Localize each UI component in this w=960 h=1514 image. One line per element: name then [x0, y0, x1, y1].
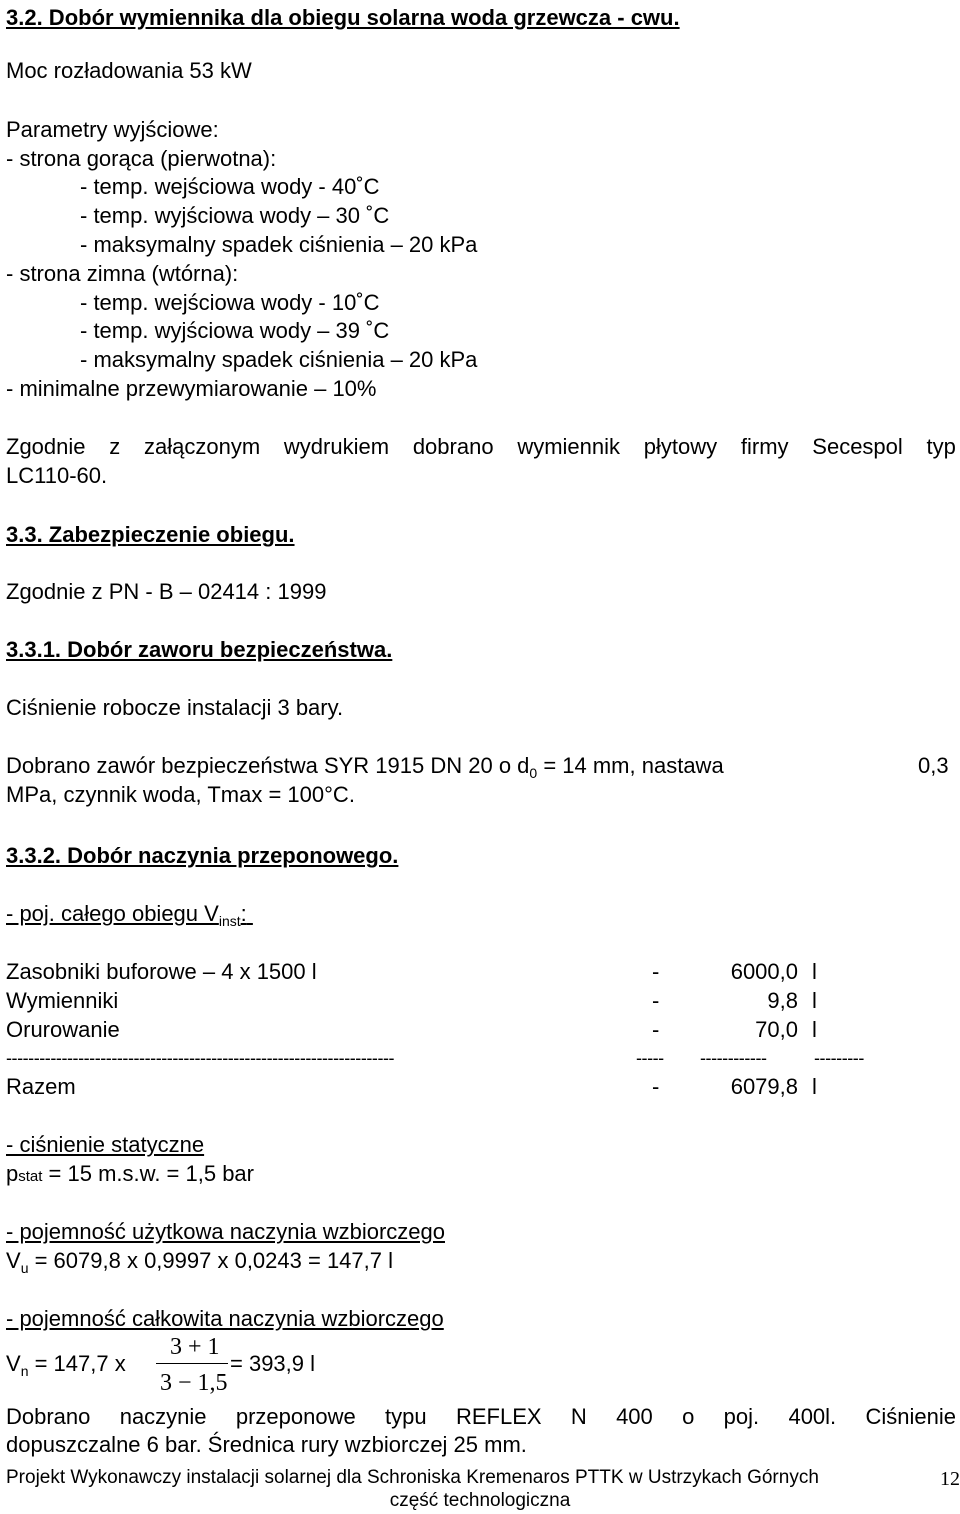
cold-side-item: - maksymalny spadek ciśnienia – 20 kPa: [80, 347, 478, 372]
table-row-value: 6000,0: [730, 959, 798, 984]
vu-subscript: u: [20, 1260, 29, 1276]
table-row-value: 70,0: [755, 1017, 798, 1042]
exchanger-paragraph-line1: [6, 434, 956, 460]
separator-line: ---------: [814, 1048, 864, 1068]
fraction-numerator: 3 + 1: [170, 1334, 220, 1360]
word: płytowy: [643, 434, 718, 459]
section-heading-3-2: 3.2. Dobór wymiennika dla obiegu solarna woda grzewcza - cwu.: [6, 5, 680, 30]
vn-subscript: n: [20, 1363, 29, 1379]
table-row-dash: -: [652, 1017, 660, 1042]
vn-symbol: V: [6, 1351, 21, 1376]
word: 400: [616, 1404, 653, 1429]
table-row-name: Zasobniki buforowe – 4 x 1500 l: [6, 959, 317, 984]
cold-side-label: - strona zimna (wtórna):: [6, 261, 239, 286]
cold-side-item: - temp. wyjściowa wody – 39 ˚C: [80, 318, 390, 343]
total-unit: l: [812, 1074, 817, 1099]
hot-side-item: - temp. wyjściowa wody – 30 ˚C: [80, 203, 390, 228]
exchanger-paragraph-line2: LC110-60.: [6, 463, 108, 488]
vn-formula-left: [6, 1351, 126, 1377]
hot-side-item: - temp. wejściowa wody - 40˚C: [80, 174, 380, 199]
vn-multiplier: = 147,7 x: [28, 1351, 126, 1376]
hot-side-item: - maksymalny spadek ciśnienia – 20 kPa: [80, 232, 478, 257]
vn-result: = 393,9 l: [230, 1351, 316, 1376]
volume-subscript: inst: [218, 913, 241, 929]
separator-line: -----: [636, 1048, 664, 1068]
word: typu: [385, 1404, 427, 1429]
valve-line2: MPa, czynnik woda, Tmax = 100°C.: [6, 782, 355, 807]
valve-setting-value: 0,3: [918, 753, 949, 778]
word: firmy: [740, 434, 789, 459]
table-row-name: Wymienniki: [6, 988, 119, 1013]
chosen-vessel-line1: [6, 1404, 956, 1430]
valve-text-mid: = 14 mm, nastawa: [537, 753, 724, 778]
table-row-value: 9,8: [767, 988, 798, 1013]
footer-subtitle: część technologiczna: [389, 1490, 571, 1511]
section-heading-3-3-2: 3.3.2. Dobór naczynia przeponowego.: [6, 843, 399, 868]
norm-reference: Zgodnie z PN - B – 02414 : 1999: [6, 579, 327, 604]
fraction-denominator: 3 − 1,5: [160, 1370, 228, 1396]
word: naczynie: [119, 1404, 207, 1429]
total-volume-label: - pojemność całkowita naczynia wzbiorczego: [6, 1306, 444, 1331]
total-value: 6079,8: [730, 1074, 798, 1099]
word: Zgodnie: [6, 434, 86, 459]
word: z: [109, 434, 121, 459]
word: przeponowe: [235, 1404, 356, 1429]
word: typ: [926, 434, 956, 459]
useful-volume-formula: [6, 1248, 393, 1274]
section-heading-3-3-1: 3.3.1. Dobór zaworu bezpieczeństwa.: [6, 637, 393, 662]
min-oversize: - minimalne przewymiarowanie – 10%: [6, 376, 377, 401]
vu-value: = 6079,8 x 0,9997 x 0,0243 = 147,7 l: [28, 1248, 393, 1273]
separator-line: ----------------------------------------------------------------------: [6, 1048, 395, 1068]
table-row-dash: -: [652, 959, 660, 984]
separator-line: ------------: [700, 1048, 767, 1068]
word: dobrano: [412, 434, 494, 459]
fraction-bar: [156, 1363, 228, 1364]
cold-side-item: - temp. wejściowa wody - 10˚C: [80, 290, 380, 315]
chosen-vessel-line2: dopuszczalne 6 bar. Średnica rury wzbiorczej 25 mm.: [6, 1432, 527, 1457]
section-heading-3-3: 3.3. Zabezpieczenie obiegu.: [6, 522, 295, 547]
hot-side-label: - strona gorąca (pierwotna):: [6, 146, 277, 171]
word: wymiennik: [517, 434, 621, 459]
footer-project-title: Projekt Wykonawczy instalacji solarnej dla Schroniska Kremenaros PTTK w Ustrzykach Górnych: [6, 1467, 819, 1488]
page-number: 12: [940, 1468, 960, 1490]
word: wydrukiem: [283, 434, 390, 459]
word: N: [570, 1404, 587, 1429]
word: Dobrano: [6, 1404, 91, 1429]
volume-colon: :: [240, 901, 247, 926]
valve-text: Dobrano zawór bezpieczeństwa SYR 1915 DN 20 o d: [6, 753, 530, 778]
static-pressure-formula: [6, 1161, 254, 1190]
vu-symbol: V: [6, 1248, 21, 1273]
volume-label: [6, 901, 253, 927]
table-row-unit: l: [812, 988, 817, 1013]
valve-subscript: 0: [529, 765, 538, 781]
word: poj.: [723, 1404, 760, 1429]
total-name: Razem: [6, 1074, 76, 1099]
table-row-dash: -: [652, 988, 660, 1013]
word: REFLEX: [455, 1404, 542, 1429]
word: załączonym: [144, 434, 261, 459]
static-pressure-label: - ciśnienie statyczne: [6, 1132, 205, 1157]
params-title: Parametry wyjściowe:: [6, 117, 219, 142]
total-dash: -: [652, 1074, 660, 1099]
word: 400l.: [788, 1404, 837, 1429]
word: Ciśnienie: [865, 1404, 956, 1429]
pstat-symbol: p: [6, 1161, 19, 1186]
discharge-power: Moc rozładowania 53 kW: [6, 58, 252, 83]
word: Secespol: [812, 434, 903, 459]
table-row-unit: l: [812, 1017, 817, 1042]
valve-line1: [6, 753, 724, 779]
table-row-name: Orurowanie: [6, 1017, 120, 1042]
volume-label-text: - poj. całego obiegu V: [6, 901, 219, 926]
working-pressure: Ciśnienie robocze instalacji 3 bary.: [6, 695, 344, 720]
pstat-subscript: stat: [18, 1168, 43, 1185]
pstat-value: = 15 m.s.w. = 1,5 bar: [42, 1161, 254, 1186]
table-row-unit: l: [812, 959, 817, 984]
useful-volume-label: - pojemność użytkowa naczynia wzbiorczego: [6, 1219, 445, 1244]
word: o: [682, 1404, 695, 1429]
